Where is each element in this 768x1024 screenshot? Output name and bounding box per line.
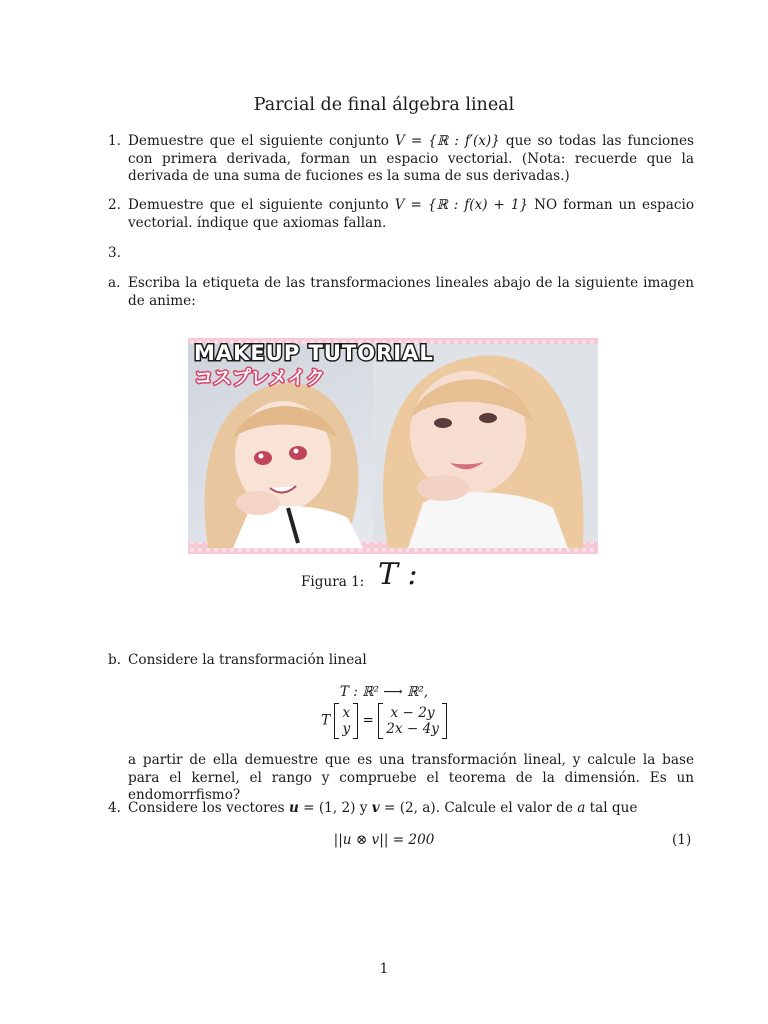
page-title: Parcial de final álgebra lineal [253, 95, 515, 115]
question-3b-continued [108, 752, 694, 805]
question-text: que so todas las funciones con primera derivada, forman un espacio vectorial. (Nota: recuerde que la derivada de una suma de fuciones es la suma de sus derivadas.) [128, 133, 695, 184]
banner-title: MAKEUP TUTORIAL [194, 341, 434, 365]
question-text: NO forman un espacio vectorial. índique que axiomas fallan. [128, 197, 695, 231]
question-4 [108, 800, 694, 818]
vector-value: = (2, a). [384, 800, 441, 816]
question-text: Considere los vectores [128, 800, 285, 816]
conjunction: y [359, 800, 368, 816]
question-3b [108, 652, 694, 670]
equals-sign: = [362, 712, 374, 729]
vector-entry: x − 2y [390, 705, 435, 721]
vector-entry: x [342, 705, 351, 721]
question-text: tal que [589, 800, 638, 816]
question-number: b. [108, 652, 122, 668]
question-number: 3. [108, 245, 121, 261]
question-text: Calcule el valor de [444, 800, 573, 816]
equation-number: (1) [672, 832, 692, 848]
question-number: 1. [108, 133, 121, 149]
question-text: Demuestre que el siguiente conjunto [128, 133, 389, 149]
map-equation: T : ℝ² ⟶ ℝ², [339, 684, 429, 700]
norm-equation: ||u ⊗ v|| = 200 [333, 832, 435, 848]
vector-u: u [288, 800, 299, 816]
vector-entry: y [342, 721, 351, 737]
output-vector [378, 703, 447, 739]
variable-a: a [577, 800, 586, 816]
question-3a [108, 275, 694, 310]
anime-figure [188, 338, 598, 554]
figure-label: T : [378, 557, 418, 592]
question-text: Escriba la etiqueta de las transformaciones lineales abajo de la siguiente imagen de anime: [128, 275, 694, 309]
vector-value: = (1, 2) [303, 800, 356, 816]
question-number: a. [108, 275, 121, 291]
question-2 [108, 197, 694, 232]
question-text: Considere la transformación lineal [128, 652, 367, 668]
matrix-equation [0, 703, 768, 739]
vector-v: v [371, 800, 380, 816]
vector-entry: 2x − 4y [386, 721, 439, 737]
figure-caption: Figura 1: [301, 574, 365, 590]
set-expression: V = {ℝ : f′(x)} [395, 133, 500, 149]
page-number: 1 [379, 961, 389, 977]
question-text: a partir de ella demuestre que es una transformación lineal, y calcule la base para el kernel, el rango y compruebe el teorema de la dimensión. Es un endomorrfismo? [128, 752, 694, 803]
transform-symbol: T [321, 712, 331, 729]
question-number: 2. [108, 197, 121, 213]
banner-subtitle: コスプレメイク [194, 367, 325, 389]
question-text: Demuestre que el siguiente conjunto [128, 197, 389, 213]
question-number: 4. [108, 800, 121, 816]
set-expression: V = {ℝ : f(x) + 1} [394, 197, 529, 213]
question-1 [108, 133, 694, 186]
input-vector [334, 703, 358, 739]
